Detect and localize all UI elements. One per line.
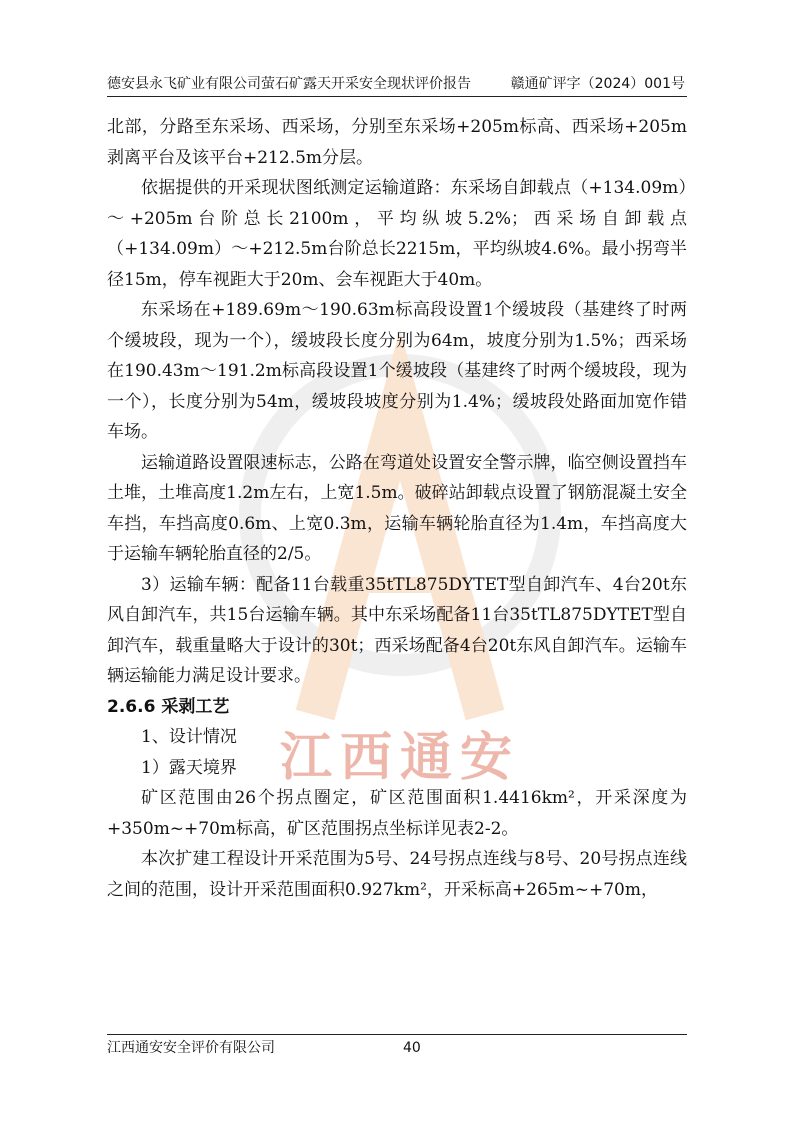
paragraph: 矿区范围由26个拐点圈定，矿区范围面积1.4416km²，开采深度为+350m~+70m标高，矿区范围拐点坐标详见表2-2。 <box>107 788 687 839</box>
section-heading: 2.6.6 采剥工艺 <box>107 696 230 717</box>
document-body <box>107 112 687 905</box>
paragraph: 3）运输车辆：配备11台载重35tTL875DYTET型自卸汽车、4台20t东风自卸汽车，共15台运输车辆。其中东采场配备11台35tTL875DYTET型自卸汽车，载重量略大于设计的30t；西采场配备4台20t东风自卸汽车。运输车辆运输能力满足设计要求。 <box>107 574 687 686</box>
page-header <box>107 74 687 97</box>
paragraph: 北部，分路至东采场、西采场，分别至东采场+205m标高、西采场+205m剥离平台及该平台+212.5m分层。 <box>107 117 687 168</box>
footer-company-name: 江西通安安全评价有限公司 <box>107 1040 275 1056</box>
paragraph: 1、设计情况 <box>141 727 237 747</box>
paragraph: 东采场在+189.69m～190.63m标高段设置1个缓坡段（基建终了时两个缓坡段，现为一个），缓坡段长度分别为64m，坡度分别为1.5%；西采场在190.43m～191.2m标高段设置1个缓坡段（基建终了时两个缓坡段，现为一个），长度分别为54m，缓坡段坡度分别为1.4%；缓坡段处路面加宽作错车场。 <box>107 300 687 442</box>
header-document-number: 赣通矿评字（2024）001号 <box>510 76 685 92</box>
page-footer <box>107 1034 687 1059</box>
page-number: 40 <box>403 1040 421 1056</box>
paragraph: 依据提供的开采现状图纸测定运输道路：东采场自卸载点（+134.09m）～+205m台阶总长2100m，平均纵坡5.2%；西采场自卸载点（+134.09m）～+212.5m台阶总长2215m，平均纵坡4.6%。最小拐弯半径15m，停车视距大于20m、会车视距大于40m。 <box>107 178 687 290</box>
watermark-text: 江西通安 <box>280 728 521 788</box>
paragraph: 运输道路设置限速标志，公路在弯道处设置安全警示牌，临空侧设置挡车土堆，土堆高度1.2m左右，上宽1.5m。破碎站卸载点设置了钢筋混凝土安全车挡，车挡高度0.6m、上宽0.3m，运输车辆轮胎直径为1.4m，车挡高度大于运输车辆轮胎直径的2/5。 <box>107 452 687 564</box>
paragraph: 本次扩建工程设计开采范围为5号、24号拐点连线与8号、20号拐点连线之间的范围，设计开采范围面积0.927km²，开采标高+265m~+70m， <box>107 849 687 900</box>
paragraph: 1）露天境界 <box>141 757 237 778</box>
header-report-title: 德安县永飞矿业有限公司萤石矿露天开采安全现状评价报告 <box>107 76 471 92</box>
